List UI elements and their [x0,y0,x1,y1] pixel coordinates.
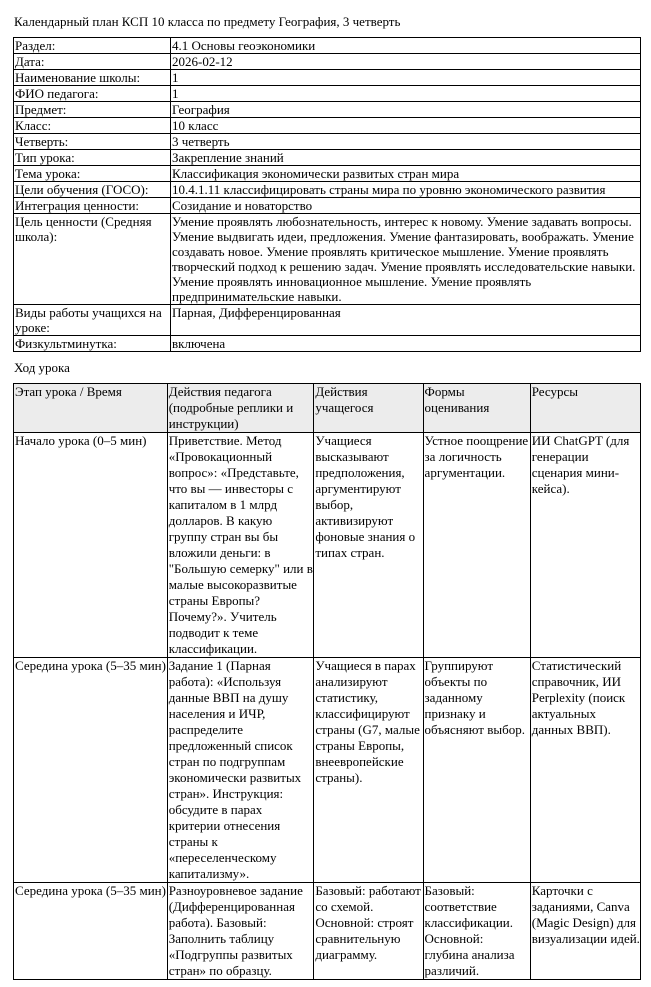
info-row-subject [14,102,641,118]
info-value: 10 класс [171,118,641,134]
info-label: Тема урока: [14,166,171,182]
table-row [14,658,641,883]
info-row-value-integration [14,198,641,214]
info-value: Классификация экономически развитых стран мира [171,166,641,182]
info-row-section [14,38,641,54]
header-assessment: Формы оценивания [423,384,530,433]
table-row [14,433,641,658]
info-value: 2026-02-12 [171,54,641,70]
info-row-grade [14,118,641,134]
info-label: Интеграция ценности: [14,198,171,214]
cell-student-actions: Базовый: работают со схемой. Основной: строят сравнительную диаграмму. [314,883,423,980]
lesson-flow-table [13,383,641,980]
info-row-topic [14,166,641,182]
info-value: Парная, Дифференцированная [171,305,641,336]
cell-stage: Середина урока (5–35 мин) [14,658,168,883]
info-value: Закрепление знаний [171,150,641,166]
cell-stage: Начало урока (0–5 мин) [14,433,168,658]
cell-teacher-actions: Разноуровневое задание (Дифференцированная работа). Базовый: Заполнить таблицу «Подгруппы развитых стран» по образцу. [167,883,314,980]
cell-student-actions: Учащиеся высказывают предположения, аргументируют выбор, активизируют фоновые знания о типах стран. [314,433,423,658]
lesson-info-table [13,37,641,352]
info-label: Предмет: [14,102,171,118]
info-value: Созидание и новаторство [171,198,641,214]
info-row-value-goal [14,214,641,305]
info-label: Дата: [14,54,171,70]
info-label: Класс: [14,118,171,134]
info-row-work-types [14,305,641,336]
info-row-teacher [14,86,641,102]
info-label: Тип урока: [14,150,171,166]
info-row-date [14,54,641,70]
info-row-lesson-type [14,150,641,166]
table-header-row [14,384,641,433]
cell-assessment: Базовый: соответствие классификации. Основной: глубина анализа различий. [423,883,530,980]
info-row-objectives [14,182,641,198]
info-label: Раздел: [14,38,171,54]
info-label: Цели обучения (ГОСО): [14,182,171,198]
cell-assessment: Устное поощрение за логичность аргументации. [423,433,530,658]
info-label: Цель ценности (Средняя школа): [14,214,171,305]
cell-resources: ИИ ChatGPT (для генерации сценария мини-кейса). [530,433,640,658]
header-teacher-actions: Действия педагога (подробные реплики и инструкции) [167,384,314,433]
info-value: 4.1 Основы геоэкономики [171,38,641,54]
info-value: География [171,102,641,118]
document-title: Календарный план КСП 10 класса по предмету География, 3 четверть [14,14,401,29]
header-stage: Этап урока / Время [14,384,168,433]
header-resources: Ресурсы [530,384,640,433]
info-label: Наименование школы: [14,70,171,86]
cell-stage: Середина урока (5–35 мин) [14,883,168,980]
header-student-actions: Действия учащегося [314,384,423,433]
cell-resources: Карточки с заданиями, Canva (Magic Design) для визуализации идей. [530,883,640,980]
info-label: Четверть: [14,134,171,150]
cell-student-actions: Учащиеся в парах анализируют статистику, классифицируют страны (G7, малые страны Европы, внеевропейские страны). [314,658,423,883]
info-row-phys-break [14,336,641,352]
info-label: Виды работы учащихся на уроке: [14,305,171,336]
info-label: Физкультминутка: [14,336,171,352]
table-row [14,883,641,980]
info-value: 1 [171,70,641,86]
info-value: 10.4.1.11 классифицировать страны мира по уровню экономического развития [171,182,641,198]
cell-teacher-actions: Задание 1 (Парная работа): «Используя данные ВВП на душу населения и ИЧР, распределите предложенный список стран по подгруппам экономически развитых стран». Инструкция: обсудите в парах критерии отнесения страны к «переселенческому капитализму». [167,658,314,883]
cell-resources: Статистический справочник, ИИ Perplexity (поиск актуальных данных ВВП). [530,658,640,883]
info-value: 1 [171,86,641,102]
info-value: 3 четверть [171,134,641,150]
cell-assessment: Группируют объекты по заданному признаку и объясняют выбор. [423,658,530,883]
info-value: Умение проявлять любознательность, интерес к новому. Умение задавать вопросы. Умение выдвигать идеи, предложения. Умение фантазировать, воображать. Умение создавать новое. Умение проявлять критическое мышление. Умение проявлять творческий подход к решению задач. Умение проявлять исследовательские навыки. Умение проявлять инновационное мышление. Умение проявлять предпринимательские навыки. [171,214,641,305]
info-row-quarter [14,134,641,150]
lesson-flow-caption: Ход урока [14,360,70,375]
info-row-school [14,70,641,86]
info-label: ФИО педагога: [14,86,171,102]
cell-teacher-actions: Приветствие. Метод «Провокационный вопрос»: «Представьте, что вы — инвесторы с капиталом в 1 млрд долларов. В какую группу стран вы бы вложили деньги: в "Большую семерку" или в малые высокоразвитые страны Европы? Почему?». Учитель подводит к теме классификации. [168,433,313,656]
info-value: включена [171,336,641,352]
